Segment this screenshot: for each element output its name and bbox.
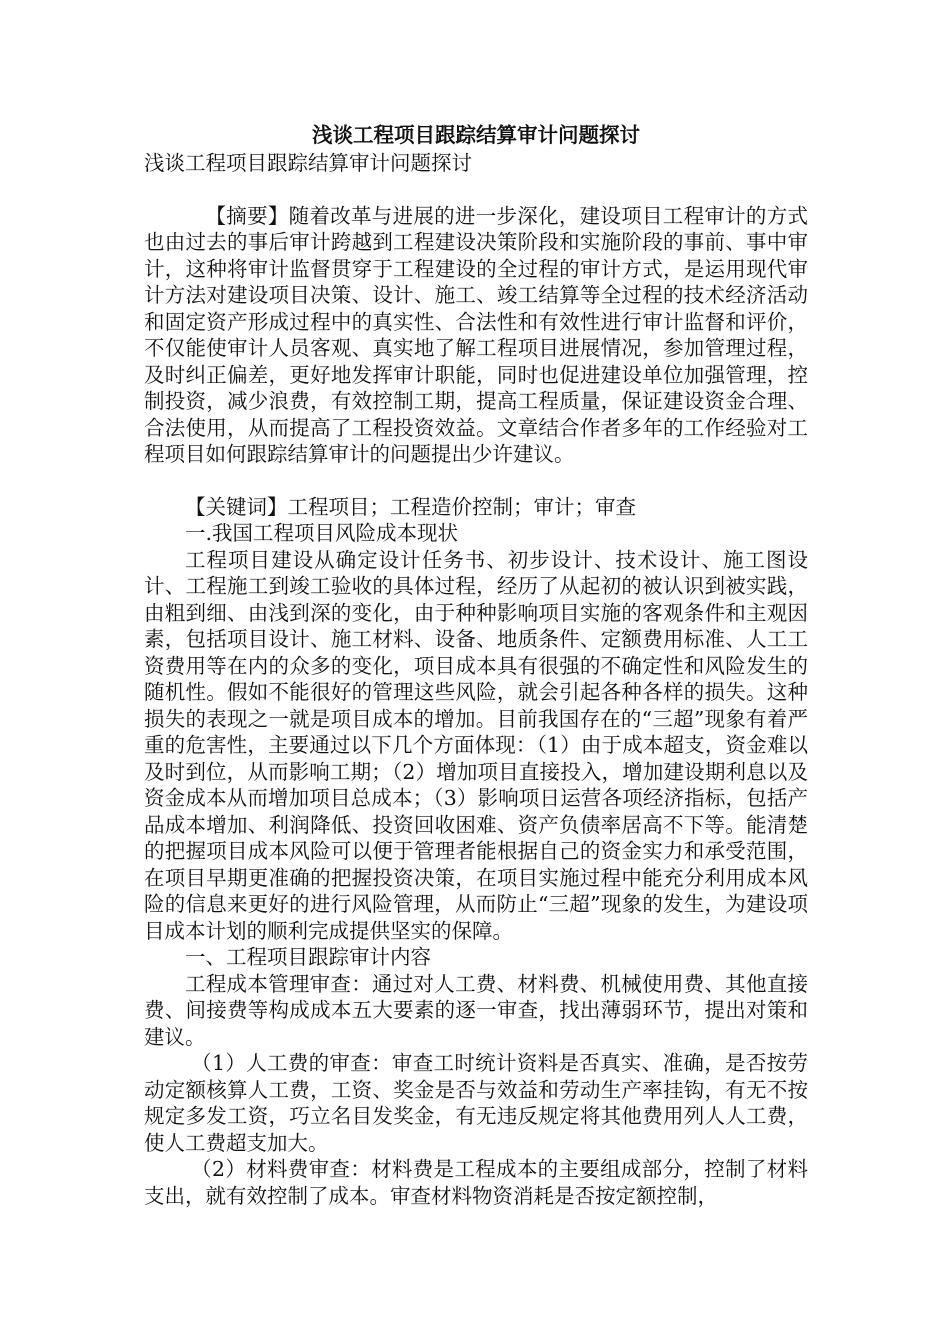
section-1-heading: 一.我国工程项目风险成本现状 xyxy=(185,521,459,545)
document-title: 浅谈工程项目跟踪结算审计问题探讨 xyxy=(312,123,640,147)
list-item-material-cost: （2）材料费审查：材料费是工程成本的主要组成部分，控制了材料支出，就有效控制了成本。审查材料物资消耗是否按定额控制， xyxy=(144,1157,808,1208)
abstract-paragraph: 【摘要】随着改革与进展的进一步深化，建设项目工程审计的方式也由过去的事后审计跨越到工程建设决策阶段和实施阶段的事前、事中审计，这种将审计监督贯穿于工程建设的全过程的审计方式，是运用现代审计方法对建设项目决策、设计、施工、竣工结算等全过程的技术经济活动和固定资产形成过程中的真实性、合法性和有效性进行审计监督和评价，不仅能使审计人员客观、真实地了解工程项目进展情况，参加管理过程，及时纠正偏差，更好地发挥审计职能，同时也促进建设单位加强管理，控制投资，减少浪费，有效控制工期，提高工程质量，保证建设资金合理、合法使用，从而提高了工程投资效益。文章结合作者多年的工作经验对工程项目如何跟踪结算审计的问题提出少许建议。 xyxy=(144,203,808,466)
paragraph-gap xyxy=(144,468,808,494)
list-item-labor-cost: （1）人工费的审查：审查工时统计资料是否真实、准确，是否按劳动定额核算人工费，工资、奖金是否与效益和劳动生产率挂钩，有无不按规定多发工资，巧立名目发奖金，有无违反规定将其他费用列人人工费，使人工费超支加大。 xyxy=(144,1051,808,1155)
section-2-heading: 一、工程项目跟踪审计内容 xyxy=(185,945,431,969)
document-subtitle: 浅谈工程项目跟踪结算审计问题探讨 xyxy=(144,151,472,175)
section-1-body: 工程项目建设从确定设计任务书、初步设计、技术设计、施工图设计、工程施工到竣工验收的具体过程，经历了从起初的被认识到被实践，由粗到细、由浅到深的变化，由于种种影响项目实施的客观条件和主观因素，包括项目设计、施工材料、设备、地质条件、定额费用标准、人工工资费用等在内的众多的变化，项目成本具有很强的不确定性和风险发生的随机性。假如不能很好的管理这些风险，就会引起各种各样的损失。这种损失的表现之一就是项目成本的增加。目前我国存在的“三超”现象有着严重的危害性，主要通过以下几个方面体现：（1）由于成本超支，资金难以及时到位，从而影响工期；（2）增加项目直接投入，增加建设期利息以及资金成本从而增加项目总成本；（3）影响项日运营各项经济指标，包括产品成本增加、利润降低、投资回收困难、资产负债率居高不下等。能清楚的把握项目成本风险可以便于管理者能根据自己的资金实力和承受范围，在项目早期更准确的把握投资决策，在项目实施过程中能充分利用成本风险的信息来更好的进行风险管理，从而防止“三超”现象的发生，为建设项目成本计划的顺利完成提供坚实的保障。 xyxy=(144,547,808,943)
keywords-paragraph: 【关键词】工程项目；工程造价控制；审计；审查 xyxy=(185,494,636,519)
section-2-intro: 工程成本管理审查：通过对人工费、材料费、机械使用费、其他直接费、间接费等构成成本五大要素的逐一审查，找出薄弱环节，提出对策和建议。 xyxy=(144,971,808,1049)
document-content xyxy=(144,120,808,1209)
